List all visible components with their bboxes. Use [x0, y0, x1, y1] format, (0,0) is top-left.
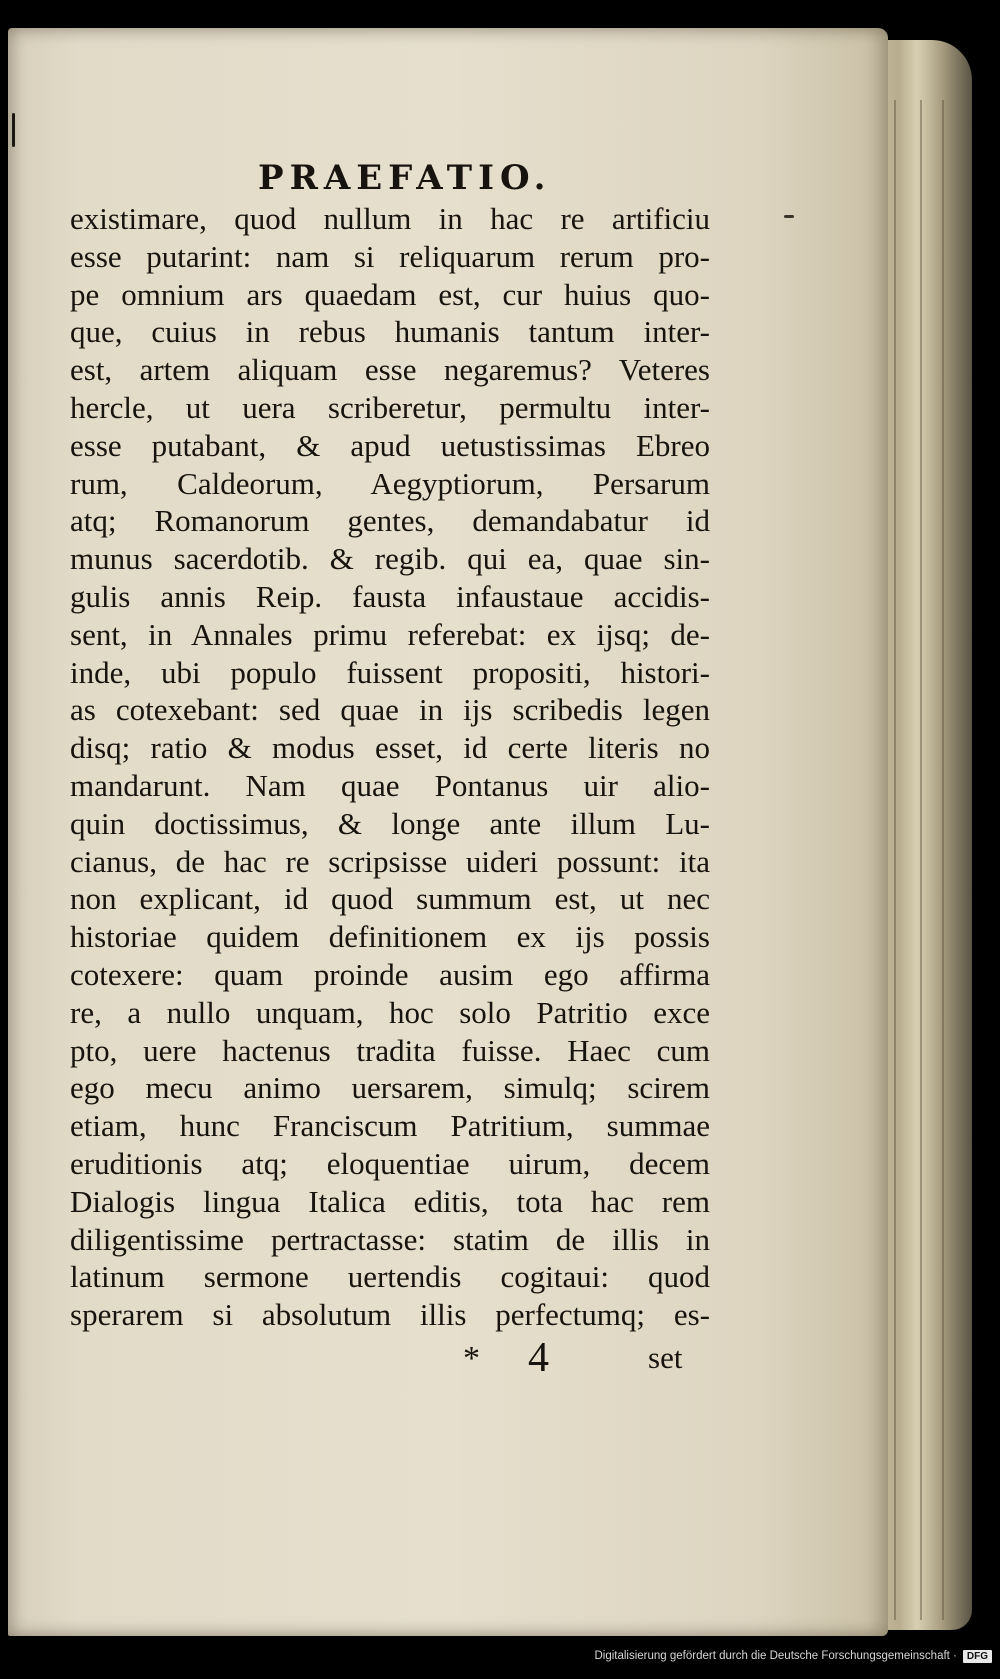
- text-line: cotexere: quam proinde ausim ego affirma: [70, 956, 710, 992]
- text-line: historiae quidem definitionem ex ijs possis: [70, 919, 710, 955]
- signature-mark: *: [463, 1340, 480, 1377]
- text-line: Dialogis lingua Italica editis, tota hac rem: [70, 1183, 710, 1219]
- text-line: cianus, de hac re scripsisse uideri possunt: ita: [70, 843, 710, 879]
- text-line: est, artem aliquam esse negaremus? Veteres: [70, 352, 710, 388]
- text-line: non explicant, id quod summum est, ut nec: [70, 881, 710, 917]
- text-line: latinum sermone uertendis cogitaui: quod: [70, 1259, 710, 1295]
- text-line: existimare, quod nullum in hac re artificiu: [70, 201, 710, 236]
- text-line: rum, Caldeorum, Aegyptiorum, Persarum: [70, 465, 710, 501]
- text-line: sperarem si absolutum illis perfectumq; es-: [70, 1297, 710, 1333]
- catchword: set: [648, 1340, 683, 1375]
- dfg-logo: DFG: [963, 1650, 992, 1663]
- text-line: esse putabant, & apud uetustissimas Ebreo: [70, 427, 710, 463]
- digitization-credit: [594, 1645, 992, 1667]
- gutter-mark: [12, 113, 15, 147]
- text-line: atq; Romanorum gentes, demandabatur id: [70, 503, 710, 539]
- text-line: re, a nullo unquam, hoc solo Patritio exce: [70, 994, 710, 1030]
- text-block: [70, 200, 710, 1334]
- text-line: gulis annis Reip. fausta infaustaue accidis-: [70, 578, 710, 614]
- running-header: PRAEFATIO.: [258, 158, 552, 198]
- text-line: sent, in Annales primu referebat: ex ijsq; de-: [70, 616, 710, 652]
- book-page: [8, 28, 888, 1636]
- text-line: etiam, hunc Franciscum Patritium, summae: [70, 1108, 710, 1144]
- text-line: que, cuius in rebus humanis tantum inter-: [70, 314, 710, 350]
- text-line: diligentissime pertractasse: statim de illis in: [70, 1221, 710, 1257]
- text-line: pe omnium ars quaedam est, cur huius quo-: [70, 276, 710, 312]
- text-line: hercle, ut uera scriberetur, permultu inter-: [70, 389, 710, 425]
- text-line: as cotexebant: sed quae in ijs scribedis legen: [70, 692, 710, 728]
- text-line: ego mecu animo uersarem, simulq; scirem: [70, 1070, 710, 1106]
- text-line: esse putarint: nam si reliquarum rerum pro-: [70, 238, 710, 274]
- text-line: pto, uere hactenus tradita fuisse. Haec cum: [70, 1032, 710, 1068]
- page-number: 4: [528, 1335, 549, 1381]
- text-line: mandarunt. Nam quae Pontanus uir alio-: [70, 767, 710, 803]
- ink-speck: [784, 215, 794, 218]
- text-line: disq; ratio & modus esset, id certe literis no: [70, 730, 710, 766]
- page-edge-line: [942, 100, 944, 1620]
- text-line: munus sacerdotib. & regib. qui ea, quae sin-: [70, 541, 710, 577]
- text-line: eruditionis atq; eloquentiae uirum, decem: [70, 1145, 710, 1181]
- page-edge-line: [920, 100, 922, 1620]
- text-line: quin doctissimus, & longe ante illum Lu-: [70, 805, 710, 841]
- page-edge-line: [894, 100, 896, 1620]
- text-line: inde, ubi populo fuissent propositi, histori-: [70, 654, 710, 690]
- credit-text: Digitalisierung gefördert durch die Deutsche Forschungsgemeinschaft ·: [594, 1650, 957, 1662]
